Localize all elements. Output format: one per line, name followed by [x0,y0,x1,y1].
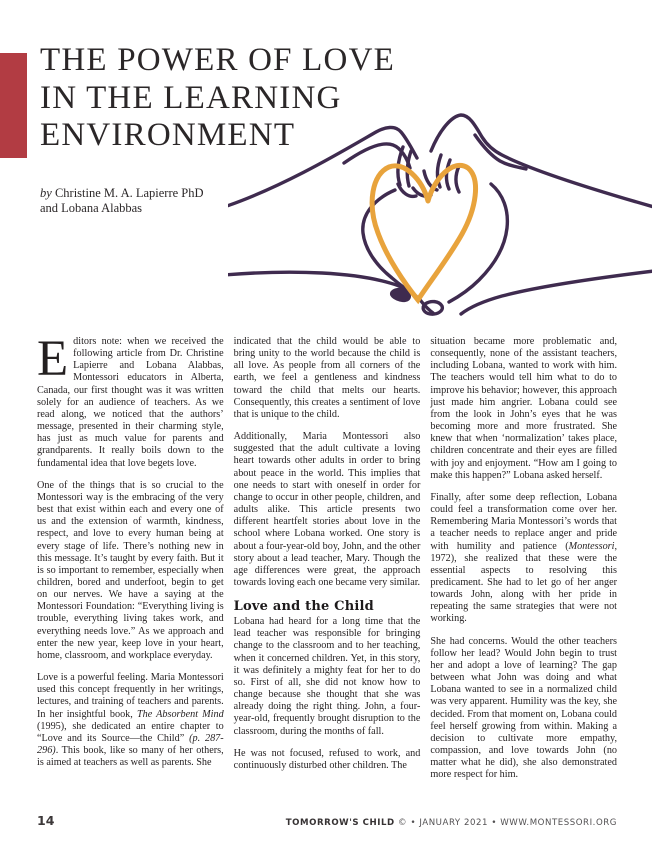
heart-outline [372,165,475,300]
footer-meta: © • JANUARY 2021 • WWW.MONTESSORI.ORG [394,818,617,828]
title-line-1: THE POWER OF LOVE [40,42,395,78]
article-column-1 [37,331,224,791]
accent-bar [0,53,27,158]
section-heading: Love and the Child [233,599,374,615]
paragraph: indicated that the child would be able to bring unity to the world because the child is all love. As people from all corners of the earth, we feel a gentleness and kindness toward the child that melts our hearts. Consequently, this creates a sentiment of love that is unique to the child. [233,336,421,420]
title-line-2: IN THE LEARNING [40,79,342,116]
hands-heart-illustration [228,86,652,326]
byline-by: by [40,186,55,200]
byline-author-1: Christine M. A. Lapierre PhD [54,186,204,200]
finger-line [456,166,459,192]
right-hand-outer-line [431,115,652,207]
finger-line [446,160,450,189]
title-line-3: ENVIRONMENT [40,117,296,153]
right-hand-bottom-line [461,271,652,314]
paragraph: Lobana had heard for a long time that the lead teacher was responsible for bringing change to the classroom and to her teaching, when it concerned children. Yet, in this story, it was definitely a mighty feat for her to do so. First of all, she did not know how to change because she thought that she was already doing the right thing. John, a four-year-old, frequently brought disruption to the classroom, during the months of fall. [233,616,421,737]
article-column-3 [430,336,617,791]
paragraph: Additionally, Maria Montessori also suggested that the adult cultivate a loving heart towards other adults in order to bring about peace in the world. This implies that one needs to start with oneself in order for change to occur in other people, children, and adults alike. This article presents two different heartfelt stories about love in the school where Lobana worked. One story is about a four-year-old boy, John, and the other story about a lead teacher, Mary. Though the age differences were great, the approach towards loving each one became very similar. [233,431,421,588]
byline [40,186,204,216]
paragraph: Love is a powerful feeling. Maria Montessori used this concept frequently in her writings, lectures, and training of teachers and parents. In her insightful book, The Absorbent Mind (1995), she dedicated an entire chapter to “Love and its Source—the Child” (p. 287-296). This book, like so many of her others, is aimed at teachers as well as parents. She [37,672,224,769]
drop-cap: E [37,331,69,387]
paragraph: Editors note: when we received the following article from Dr. Christine Lapierre and Lobana Alabbas, Montessori educators in Alberta, Canada, our first thought was it was written solely for an audience of teachers. As we read along, we noticed that the authors’ message, presented in their charming style, has just as much value for parents and grandparents. It really boils down to the fundamental idea that love begets love. [37,331,224,469]
article-column-2 [234,336,421,791]
paragraph: One of the things that is so crucial to the Montessori way is the embracing of the very best that exist within each and every one of us and the extension of warmth, kindness, respect, and love to every human being at every stage of life. There’s nothing new in this message. It’s taught by every faith. But it is so important to remember, especially when children, bored and underfoot, begin to get on our nerves. We have a saying at the Montessori Foundation: “Everything living is trouble, everything living takes work, and everything needs love.” As we approach and enter the new year, keep love in your heart, home, classroom, and workplace everyday. [37,479,224,661]
page-number: 14 [37,813,55,828]
paragraph: He was not focused, refused to work, and continuously disturbed other children. The [233,747,421,771]
paragraph: situation became more problematic and, consequently, none of the assistant teachers, including Lobana, wanted to work with him. The teachers would tell him what to do to improve his behavior; however, this approach just made him angrier. Lobana could see from the look in John’s eyes that he was becoming more and more frustrated. She knew that when ‘normalization’ takes place, children concentrate and their eyes are filled with joy and enjoyment. “How am I going to make this happen?” Lobana asked herself. [430,336,618,481]
footer-publication-line [286,818,617,828]
footer-brand: TOMORROW'S CHILD [285,818,395,828]
paragraph: Finally, after some deep reflection, Lobana could feel a transformation come over her. Remembering Maria Montessori’s words that a teacher needs to replace anger and pride with humility and patience (Montessori, 1972), she realized that these were the essential aspects to resolving this predicament. She had to let go of her anger towards John, along with her pride in repeating the same strategies that were not working. [430,491,618,625]
byline-line-2: and Lobana Alabbas [40,201,143,215]
byline-line-1 [40,186,204,201]
article-body [37,331,618,791]
paragraph: She had concerns. Would the other teachers follow her lead? Would John begin to trust her and adopt a love of learning? The gap between what John was doing and what Lobana wanted to see in a normalized child was very apparent. Humility was the key, she decided. From that moment on, Lobana could feel herself growing from within. Making a decision to cultivate more empathy, compassion, and love towards John (no matter what he did), she also demonstrated more respect for him. [430,635,618,781]
